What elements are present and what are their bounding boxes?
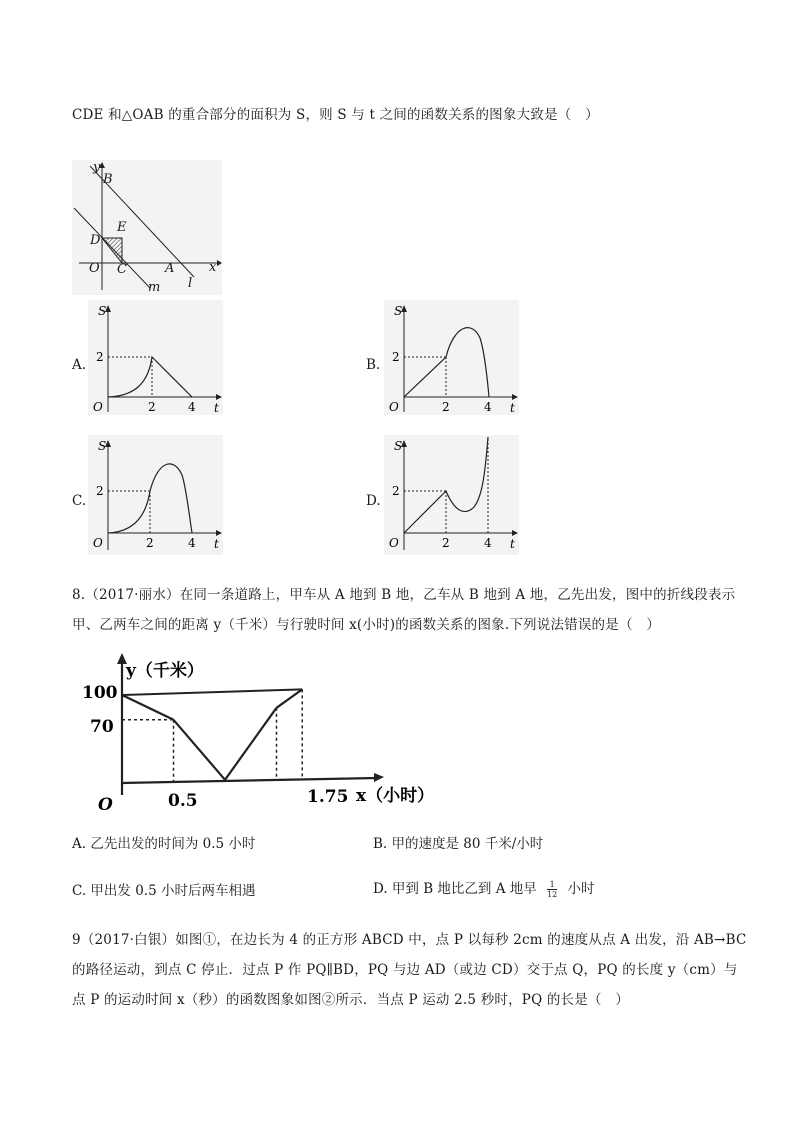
q8-series-segment — [122, 695, 174, 720]
option-a-graph — [88, 300, 223, 415]
option-c-xlabel: t — [214, 537, 219, 551]
option-b-xlabel: t — [510, 401, 515, 415]
option-c-tick-y: 2 — [96, 484, 104, 498]
option-b-ylabel: S — [394, 304, 403, 318]
fig-label-x: x — [209, 260, 217, 275]
q8-option-d — [373, 877, 595, 899]
q8-tick-70: 70 — [90, 717, 114, 737]
q8-ylabel: y（千米） — [126, 661, 204, 681]
option-a-ylabel: S — [98, 304, 107, 318]
option-c-ylabel: S — [98, 439, 107, 453]
fraction-denominator: 12 — [547, 890, 558, 899]
q8-option-b: B. 甲的速度是 80 千米/小时 — [373, 836, 544, 852]
option-b-tick-x1: 2 — [442, 400, 450, 414]
option-c-tick-x2: 4 — [188, 536, 196, 550]
q8-tick-100: 100 — [82, 683, 118, 703]
fig-label-O: O — [89, 261, 100, 276]
option-b-tick-y: 2 — [392, 350, 400, 364]
option-c-graph — [88, 435, 223, 555]
q9-text-line-3: 点 P 的运动时间 x（秒）的函数图象如图②所示．当点 P 运动 2.5 秒时，PQ 的长是（ ） — [72, 992, 630, 1008]
fig-label-C: C — [117, 262, 127, 277]
q8-option-c: C. 甲出发 0.5 小时后两车相遇 — [72, 883, 256, 899]
option-d-tick-x1: 2 — [442, 536, 450, 550]
option-b-tick-x2: 4 — [484, 400, 492, 414]
fraction-numerator: 1 — [547, 880, 557, 890]
option-b-letter: B. — [366, 357, 381, 373]
fig-label-y: y — [93, 160, 101, 175]
q8-series-segment — [225, 708, 277, 780]
q8-series-segment — [277, 689, 303, 707]
q8-top-segment — [122, 689, 302, 695]
option-a-origin: O — [93, 400, 103, 414]
q8-option-d-text: D. 甲到 B 地比乙到 A 地早 — [373, 881, 537, 897]
q8-text-line-2: 甲、乙两车之间的距离 y（千米）与行驶时间 x(小时)的函数关系的图象.下列说法错误的是（ ） — [72, 617, 661, 633]
fig-label-D: D — [90, 233, 101, 248]
q8-tick-05: 0.5 — [168, 791, 198, 811]
option-a-xlabel: t — [214, 401, 219, 415]
option-d-origin: O — [389, 536, 399, 550]
fig-label-l: l — [188, 276, 193, 291]
option-a-letter: A. — [72, 357, 87, 373]
option-d-ylabel: S — [394, 439, 403, 453]
q8-origin: O — [98, 795, 113, 815]
option-d-graph — [384, 435, 519, 555]
option-d-xlabel: t — [510, 537, 515, 551]
q8-option-a: A. 乙先出发的时间为 0.5 小时 — [72, 836, 256, 852]
fig-label-E: E — [117, 220, 127, 235]
option-c-origin: O — [93, 536, 103, 550]
q9-text-line-1: 9（2017·白银）如图①，在边长为 4 的正方形 ABCD 中，点 P 以每秒 2cm 的速度从点 A 出发，沿 AB→BC — [72, 932, 747, 948]
q8-series-segment — [174, 720, 226, 780]
option-a-tick-x1: 2 — [148, 400, 156, 414]
option-b-origin: O — [389, 400, 399, 414]
option-c-letter: C. — [72, 493, 87, 509]
q8-distance-time-chart — [82, 650, 452, 820]
fig-label-A: A — [165, 261, 175, 276]
q8-xlabel: x（小时） — [356, 786, 435, 806]
option-b-graph — [384, 300, 519, 415]
option-a-tick-y: 2 — [96, 350, 104, 364]
option-d-letter: D. — [366, 493, 381, 509]
option-d-tick-x2: 4 — [484, 536, 492, 550]
q9-text-line-2: 的路径运动，到点 C 停止．过点 P 作 PQ∥BD，PQ 与边 AD（或边 CD）交于点 Q，PQ 的长度 y（cm）与 — [72, 962, 738, 978]
q8-text-line-1: 8.（2017·丽水）在同一条道路上，甲车从 A 地到 B 地，乙车从 B 地到 A 地，乙先出发，图中的折线段表示 — [72, 587, 736, 603]
q8-tick-175: 1.75 — [307, 787, 349, 807]
q7-text-line: CDE 和△OAB 的重合部分的面积为 S，则 S 与 t 之间的函数关系的图象大致是（ ） — [72, 107, 599, 123]
option-a-tick-x2: 4 — [188, 400, 196, 414]
option-d-tick-y: 2 — [392, 484, 400, 498]
option-c-tick-x1: 2 — [146, 536, 154, 550]
fig-label-B: B — [103, 172, 113, 187]
fig-label-m: m — [148, 280, 161, 295]
q8-option-d-fraction — [547, 880, 557, 899]
q8-option-d-unit: 小时 — [567, 881, 595, 897]
